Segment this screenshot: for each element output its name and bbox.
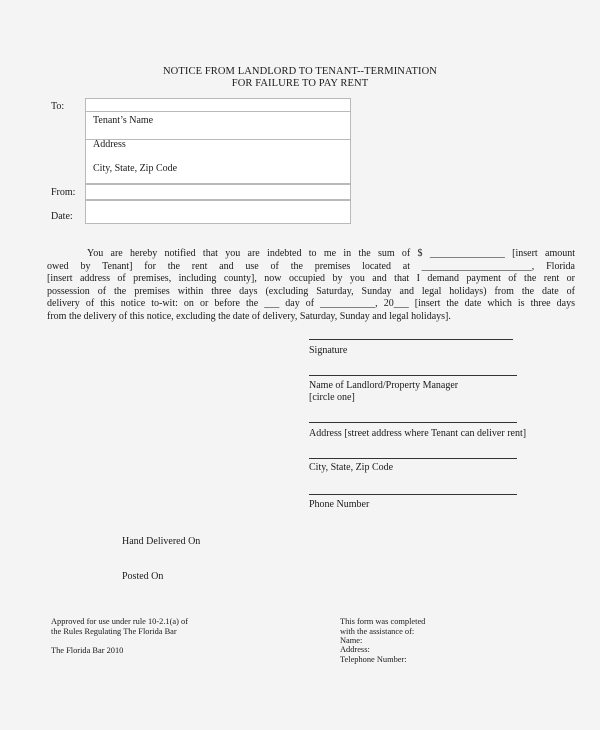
footer-approval-line1: Approved for use under rule 10-2.1(a) of — [51, 617, 188, 626]
body-line: delivery of this notice to-wit: on or before the ___ day of ___________, 20___ [insert the date which is three days — [47, 298, 575, 310]
hand-delivered-label: Hand Delivered On — [122, 536, 201, 547]
tenant-address-field[interactable]: Address — [93, 139, 126, 150]
document-title-line2: FOR FAILURE TO PAY RENT — [231, 78, 369, 89]
landlord-name-label: Name of Landlord/Property Manager — [309, 380, 459, 391]
to-address-box[interactable] — [85, 98, 351, 184]
to-label: To: — [51, 101, 65, 112]
tenant-city-state-zip-field[interactable]: City, State, Zip Code — [93, 163, 178, 174]
footer-completed-line1: This form was completed — [340, 617, 426, 626]
date-label: Date: — [51, 211, 73, 222]
signature-label: Signature — [309, 345, 348, 356]
from-field-box[interactable] — [85, 184, 351, 200]
footer-preparer-address: Address: — [340, 645, 370, 654]
body-line: from the delivery of this notice, excluding the date of delivery, Saturday, Sunday and legal holidays]. — [47, 310, 451, 322]
document-title-line1: NOTICE FROM LANDLORD TO TENANT--TERMINATION — [163, 66, 437, 77]
body-line: owed by Tenant] for the rent and use of the premises located at ______________________, Florida — [47, 260, 575, 272]
phone-line[interactable] — [309, 494, 517, 495]
footer-completed-line2: with the assistance of: — [340, 627, 415, 636]
footer-bar-year: The Florida Bar 2010 — [51, 646, 124, 655]
body-line: possession of the premises within three days (excluding Saturday, Sunday and legal holidays) from the date of — [47, 285, 575, 297]
footer-preparer-name: Name: — [340, 636, 363, 645]
landlord-address-line[interactable] — [309, 422, 517, 423]
circle-one-note: [circle one] — [309, 392, 355, 403]
phone-label: Phone Number — [309, 499, 370, 510]
landlord-city-label: City, State, Zip Code — [309, 462, 394, 473]
landlord-city-line[interactable] — [309, 458, 517, 459]
from-label: From: — [51, 187, 76, 198]
landlord-name-line[interactable] — [309, 375, 517, 376]
body-line: [insert address of premises, including county], now occupied by you and that I demand payment of the rent or — [47, 273, 575, 285]
footer-approval-line2: the Rules Regulating The Florida Bar — [51, 627, 177, 636]
date-field-box[interactable] — [85, 200, 351, 224]
landlord-address-label: Address [street address where Tenant can deliver rent] — [309, 428, 527, 439]
notice-body-paragraph — [47, 248, 575, 324]
tenant-name-field[interactable]: Tenant’s Name — [93, 115, 154, 126]
box-divider — [86, 111, 350, 112]
footer-preparer-phone: Telephone Number: — [340, 655, 407, 664]
body-line: You are hereby notified that you are indebted to me in the sum of $ _______________ [insert amount — [87, 248, 575, 259]
signature-line[interactable] — [309, 339, 513, 340]
posted-on-label: Posted On — [122, 571, 164, 582]
